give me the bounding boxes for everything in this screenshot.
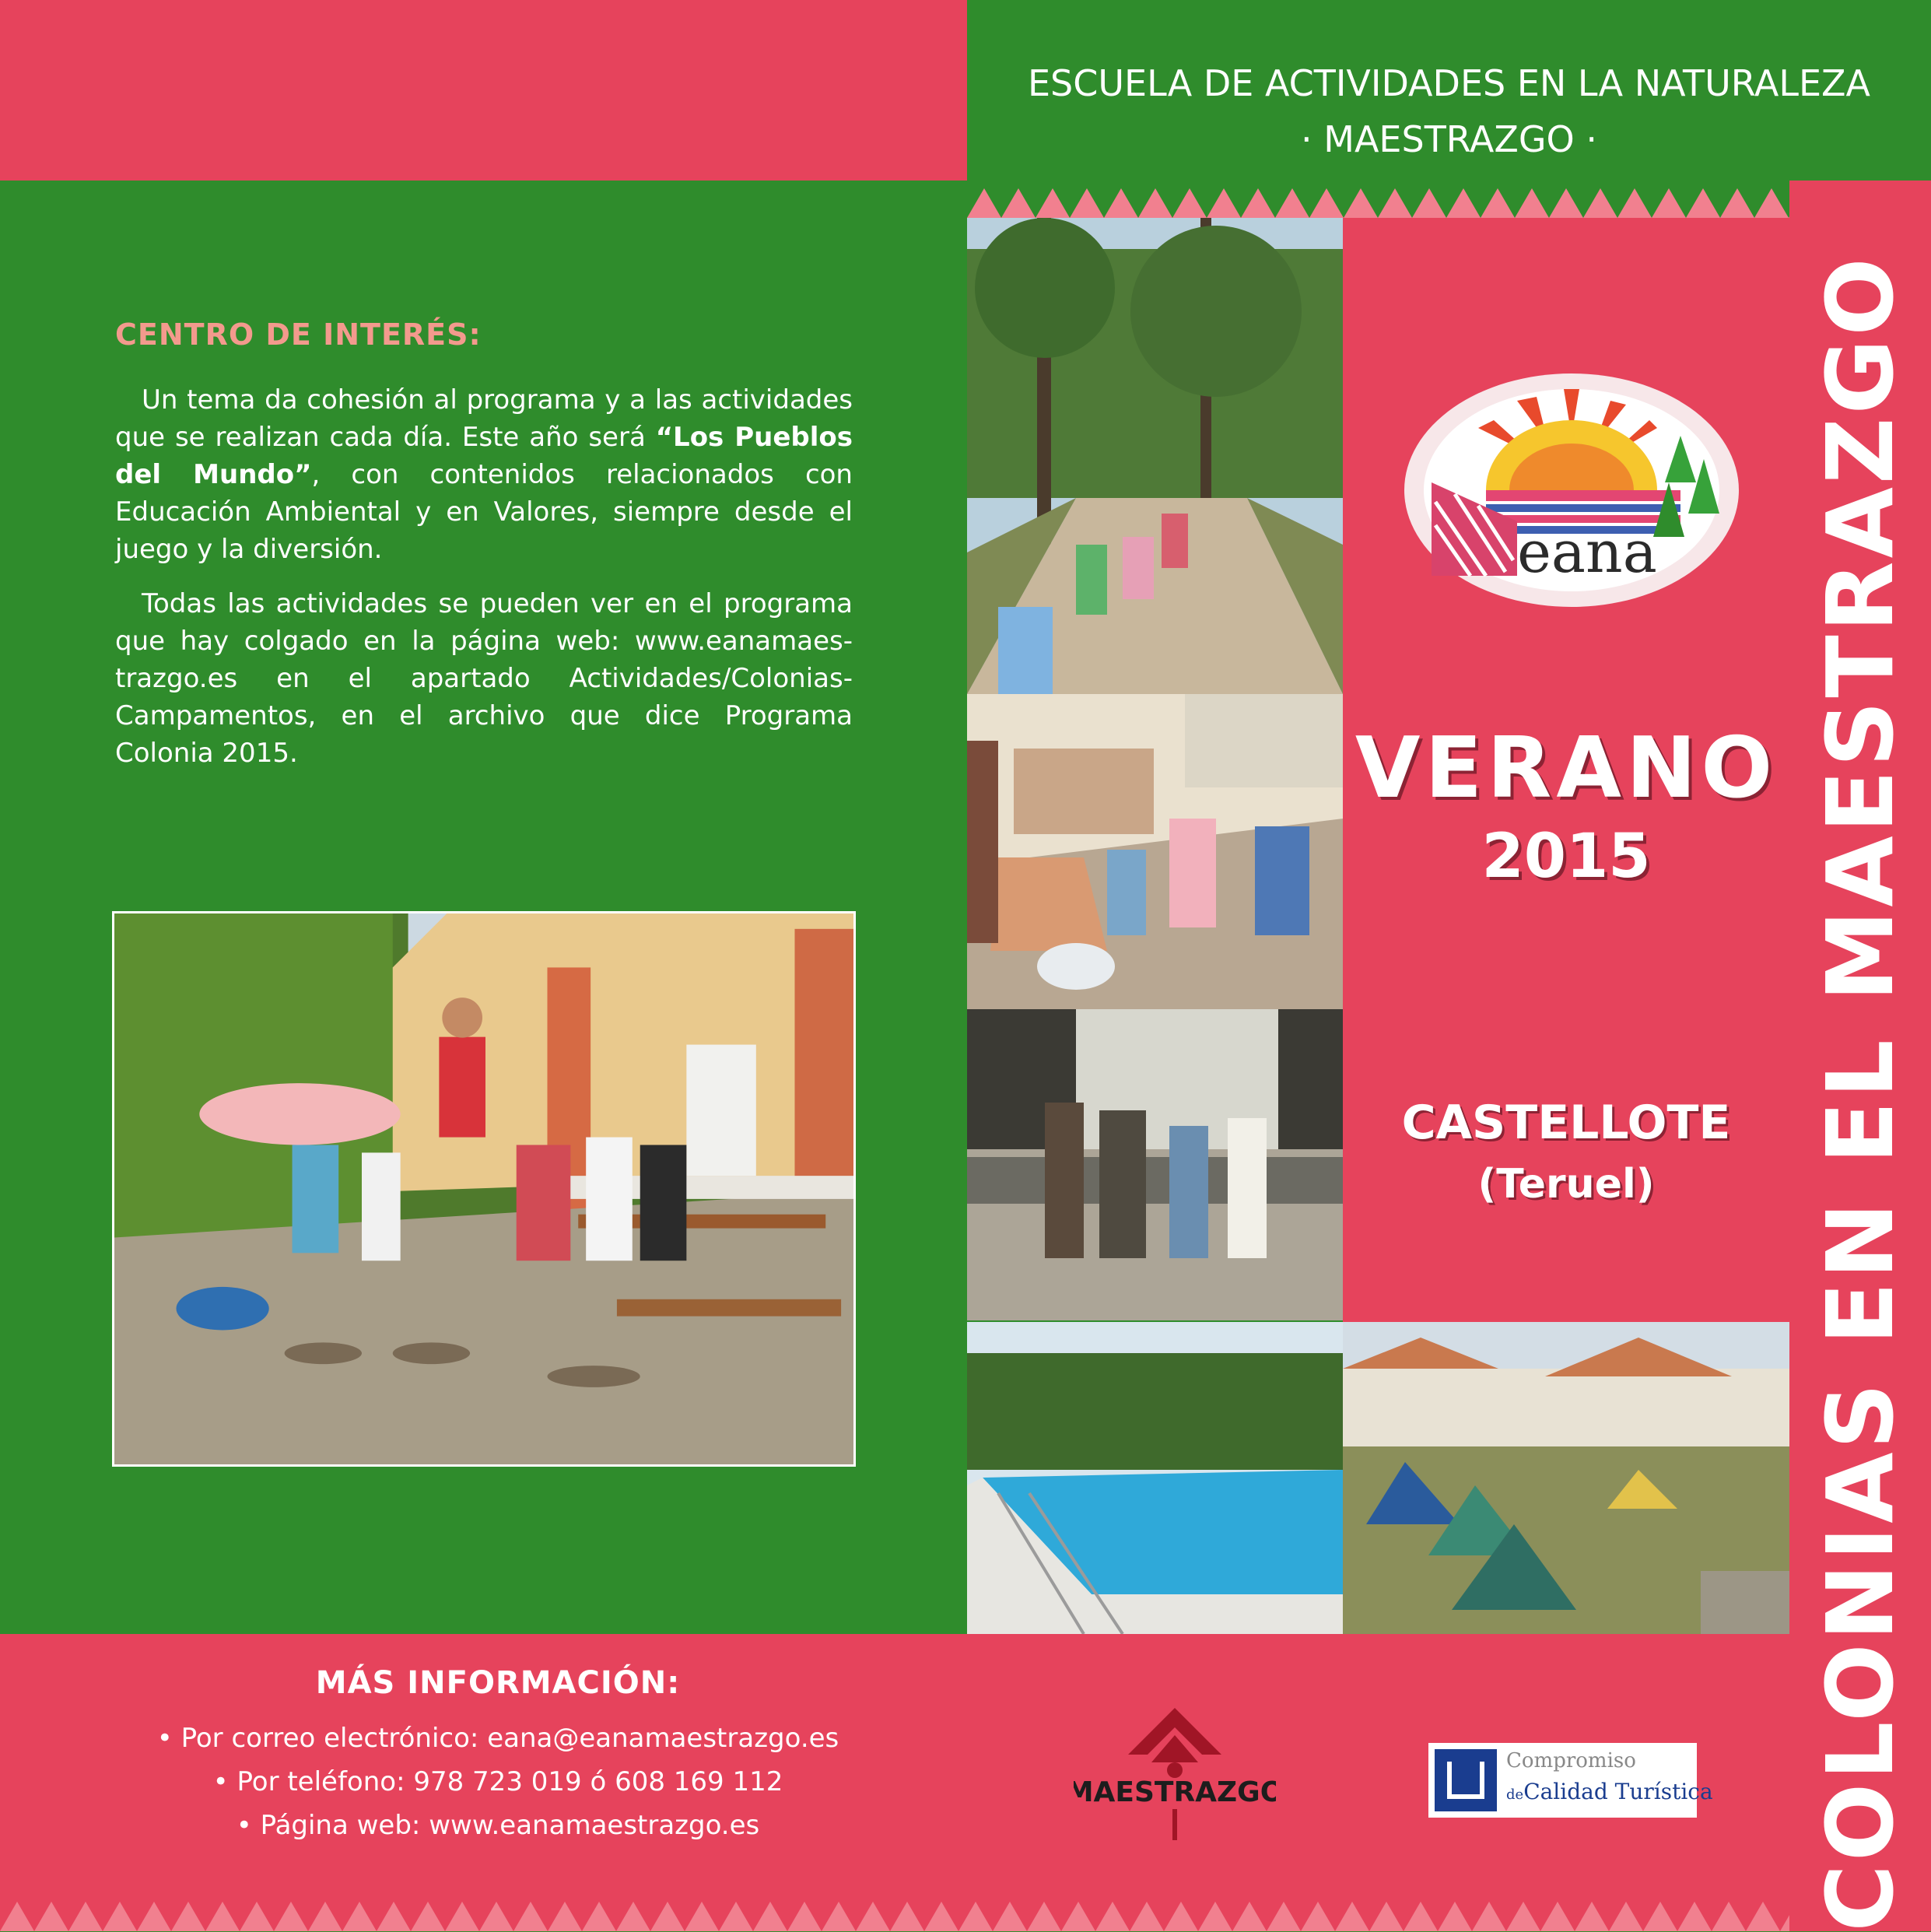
bunting-triangle <box>1609 1902 1643 1931</box>
bunting-triangle <box>137 1902 171 1931</box>
bunting-triangle <box>685 1902 719 1931</box>
bunting-triangle <box>1780 1902 1789 1931</box>
bunting-triangle <box>719 1902 753 1931</box>
header-school-name: ESCUELA DE ACTIVIDADES EN LA NATURALEZA <box>1027 62 1871 104</box>
maestrazgo-logo-text: MAESTRAZGO <box>1074 1776 1276 1808</box>
bunting-triangle <box>924 1902 958 1931</box>
maestrazgo-logo <box>1074 1700 1276 1848</box>
bunting-triangle <box>68 1902 103 1931</box>
bunting-triangle <box>1027 1902 1061 1931</box>
centro-paragraph-2: Todas las actividades se pueden ver en el programa que hay colgado en la página web: www.eanamaes-trazgo.es en el apartado Actividades/Colonias-Campamentos, en el archivo que dice Programa Colonia 2015. <box>115 588 853 769</box>
centro-p1-bold: “Los Pueblos del Mundo” <box>115 422 853 490</box>
photo-water-game <box>112 911 856 1467</box>
centro-p1-text-end: , con contenidos relacionados con Educación Ambiental y en Valores, siempre desde el juego y la diversión. <box>115 459 853 565</box>
photo-night-theater <box>967 1009 1343 1320</box>
top-left-pink-band <box>0 0 967 181</box>
calidad-logo-de: de <box>1506 1786 1524 1803</box>
bunting-triangle <box>103 1902 137 1931</box>
calidad-logo-line2 <box>1506 1779 1713 1804</box>
bunting-triangle <box>1130 1902 1164 1931</box>
bunting-triangle <box>342 1902 377 1931</box>
bunting-triangle <box>548 1902 582 1931</box>
vertical-title: COLONIAS EN EL MAESTRAZGO <box>1807 254 1914 1932</box>
centro-body <box>115 381 853 772</box>
bunting-triangle <box>1540 1902 1575 1931</box>
header-region-name: · MAESTRAZGO · <box>1301 118 1597 160</box>
vertical-title-container <box>1789 254 1931 1932</box>
bunting-triangle <box>753 1902 787 1931</box>
centro-p1-text: Un tema da cohesión al programa y a las actividades que se realizan cada día. Este año será <box>115 384 853 453</box>
bunting-triangle <box>1267 1902 1301 1931</box>
verano-block <box>1343 720 1789 892</box>
header <box>967 62 1931 160</box>
bunting-triangle <box>1369 1902 1404 1931</box>
bunting-triangle <box>0 1902 34 1931</box>
photo-outdoor-activity <box>967 694 1343 1009</box>
bunting-triangle <box>856 1902 890 1931</box>
bunting-triangle <box>1164 1902 1198 1931</box>
bunting-triangle <box>1712 1902 1746 1931</box>
bunting-strip-top <box>967 181 1789 218</box>
bunting-triangle <box>1575 1902 1609 1931</box>
bunting-triangle <box>479 1902 513 1931</box>
bunting-triangle <box>1404 1902 1438 1931</box>
bunting-triangle <box>1335 1902 1369 1931</box>
eana-logo <box>1400 366 1743 615</box>
calidad-turistica-logo <box>1428 1743 1713 1818</box>
bunting-triangle <box>411 1902 445 1931</box>
bunting-triangle <box>1506 1902 1540 1931</box>
bunting-triangle <box>650 1902 685 1931</box>
info-item-web: • Página web: www.eanamaestrazgo.es <box>236 1810 760 1841</box>
bunting-triangle <box>513 1902 548 1931</box>
bunting-triangle <box>377 1902 411 1931</box>
bunting-triangle <box>1301 1902 1335 1931</box>
photo-swimming-pool <box>967 1322 1343 1634</box>
bunting-triangle <box>1472 1902 1506 1931</box>
verano-title: VERANO <box>1355 720 1778 817</box>
bunting-triangle <box>958 1902 993 1931</box>
bunting-triangle <box>582 1902 616 1931</box>
bunting-triangle <box>822 1902 856 1931</box>
bunting-triangle <box>1438 1902 1472 1931</box>
info-item-email: • Por correo electrónico: eana@eanamaestrazgo.es <box>156 1723 839 1754</box>
bunting-triangle <box>993 1902 1027 1931</box>
calidad-logo-line2-text: Calidad Turística <box>1523 1779 1713 1804</box>
location-province: (Teruel) <box>1477 1161 1655 1208</box>
bunting-triangle <box>1643 1902 1677 1931</box>
bunting-triangle <box>1061 1902 1095 1931</box>
verano-year: 2015 <box>1481 822 1651 892</box>
info-list <box>109 1716 887 1847</box>
eana-logo-text: eana <box>1517 519 1657 586</box>
calidad-logo-line1: Compromiso <box>1506 1749 1636 1772</box>
bunting-triangle <box>890 1902 924 1931</box>
bunting-triangle <box>171 1902 205 1931</box>
bunting-triangle <box>274 1902 308 1931</box>
photo-campsite-tents <box>1343 1322 1789 1634</box>
photo-hiking-trail <box>967 218 1343 694</box>
centro-section <box>115 317 853 789</box>
calidad-logo-icon-mark <box>1447 1762 1484 1799</box>
centro-title: CENTRO DE INTERÉS: <box>115 317 482 352</box>
bunting-triangle <box>1746 1902 1780 1931</box>
bunting-triangle <box>445 1902 479 1931</box>
bunting-triangle <box>1677 1902 1712 1931</box>
bunting-triangle <box>1095 1902 1130 1931</box>
location-block <box>1343 1096 1789 1208</box>
bunting-triangle <box>787 1902 822 1931</box>
bunting-strip-bottom <box>0 1894 1789 1931</box>
bunting-triangle <box>616 1902 650 1931</box>
bunting-triangle <box>1198 1902 1232 1931</box>
info-item-phone: • Por teléfono: 978 723 019 ó 608 169 112 <box>212 1766 783 1797</box>
bunting-triangle <box>240 1902 274 1931</box>
location-town: CASTELLOTE <box>1401 1096 1731 1150</box>
bunting-triangle <box>308 1902 342 1931</box>
bunting-triangle <box>34 1902 68 1931</box>
centro-paragraph-1 <box>115 381 853 568</box>
bunting-triangle <box>205 1902 240 1931</box>
info-section <box>109 1665 887 1847</box>
bunting-triangle <box>1232 1902 1267 1931</box>
info-title: MÁS INFORMACIÓN: <box>315 1665 681 1701</box>
